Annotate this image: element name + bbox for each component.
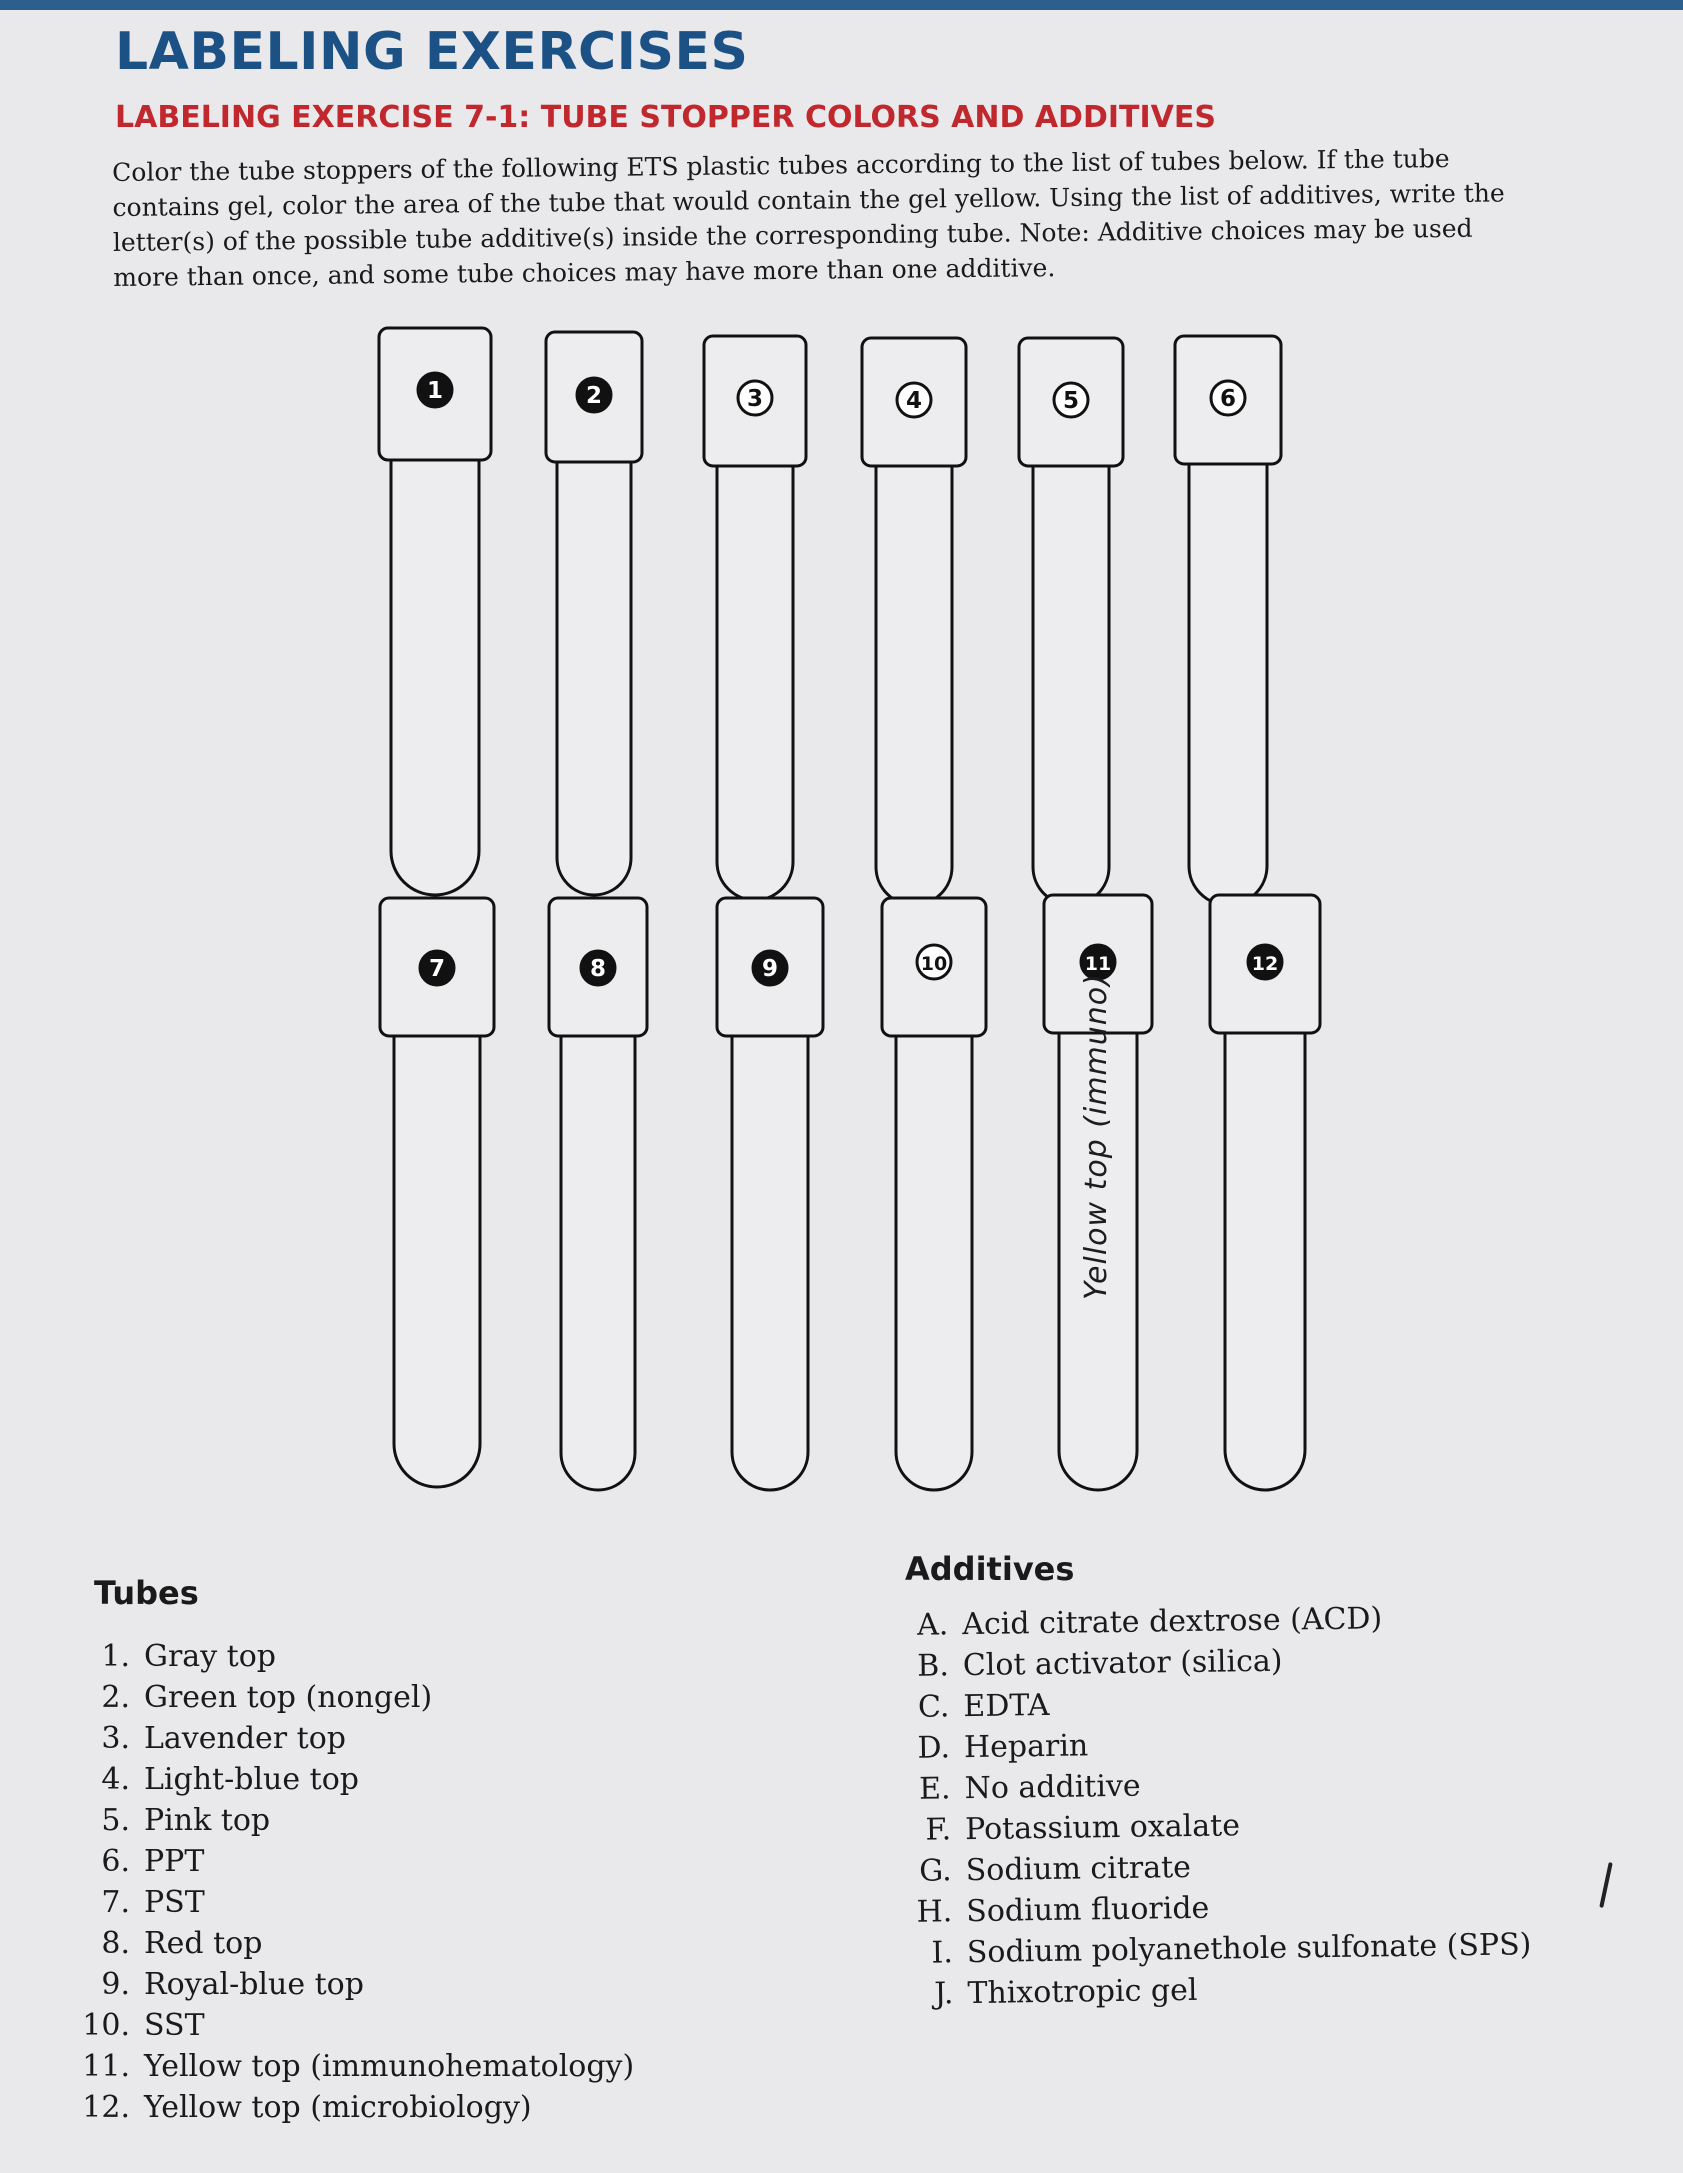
tube-item-label: Yellow top (immunohematology) — [144, 2049, 635, 2084]
tube-body — [732, 1030, 808, 1490]
tube-item — [82, 1800, 634, 1841]
tube-item — [82, 1964, 634, 2005]
additive-item-number: C. — [917, 1689, 950, 1725]
tube-12 — [1210, 895, 1320, 1490]
additive-item-number: A. — [916, 1607, 949, 1643]
tube-body — [561, 1030, 635, 1490]
tubes-list — [82, 1636, 634, 2128]
additive-item-number: H. — [916, 1894, 953, 1930]
additives-heading: Additives — [905, 1550, 1075, 1588]
tube-item-number: 12. — [82, 2090, 130, 2125]
tube-body — [1189, 458, 1267, 905]
tube-item — [82, 1677, 634, 1718]
tube-number-label: 9 — [761, 956, 779, 982]
tube-item-number: 8. — [101, 1926, 130, 1961]
tube-number-label: 4 — [905, 388, 923, 414]
tube-item-number: 2. — [101, 1680, 130, 1715]
tube-number-label: 1 — [426, 378, 444, 404]
tube-number-label: 6 — [1219, 386, 1237, 412]
tube-item — [82, 1636, 634, 1677]
tube-item-label: PST — [144, 1885, 205, 1920]
tube-item-label: SST — [144, 2008, 205, 2043]
additive-item-number: F. — [925, 1812, 952, 1848]
tube-7 — [380, 898, 494, 1487]
tube-number-label: 12 — [1251, 953, 1279, 975]
additive-item-number: B. — [917, 1648, 950, 1684]
additive-item-label: Thixotropic gel — [967, 1972, 1198, 2012]
page-title: LABELING EXERCISES — [115, 22, 749, 82]
tube-item-label: Pink top — [144, 1803, 271, 1838]
tube-number-label: 11 — [1084, 953, 1112, 975]
tube-item — [82, 1841, 634, 1882]
tube-body — [1033, 460, 1109, 905]
tube-item-number: 4. — [101, 1762, 130, 1797]
tube-body — [391, 454, 479, 895]
tube-item-number: 10. — [82, 2008, 130, 2043]
tube-item-label: Lavender top — [144, 1721, 346, 1756]
tube-item — [82, 2087, 634, 2128]
tube-item — [82, 2005, 634, 2046]
tube-2 — [546, 332, 642, 895]
tube-number-label: 7 — [428, 956, 446, 982]
additive-item-label: Clot activator (silica) — [962, 1643, 1283, 1684]
tube-item-number: 3. — [101, 1721, 130, 1756]
tube-body — [1225, 1027, 1305, 1490]
additive-item-label: EDTA — [963, 1687, 1050, 1725]
tube-body — [896, 1030, 972, 1490]
tube-number-label: 3 — [746, 386, 764, 412]
additive-item-number: G. — [919, 1853, 952, 1889]
tube-body — [876, 460, 952, 905]
additive-item-number: I. — [931, 1935, 954, 1971]
tube-item-number: 1. — [101, 1639, 130, 1674]
tube-3 — [704, 336, 806, 900]
tube-item-number: 11. — [82, 2049, 130, 2084]
tube-6 — [1175, 336, 1281, 905]
tube-number-label: 8 — [589, 956, 607, 982]
tube-item-label: Green top (nongel) — [144, 1680, 433, 1715]
additive-item-label: Sodium fluoride — [966, 1890, 1210, 1930]
tube-item — [82, 2046, 634, 2087]
additive-item-label: Potassium oxalate — [964, 1808, 1241, 1848]
exercise-title: LABELING EXERCISE 7-1: TUBE STOPPER COLORS AND ADDITIVES — [115, 100, 1216, 135]
tube-1 — [379, 328, 491, 895]
tube-8 — [549, 898, 647, 1490]
additive-item-label: Sodium polyanethole sulfonate (SPS) — [966, 1927, 1532, 1971]
additive-item-number: D. — [917, 1730, 951, 1766]
tube-item-label: Royal-blue top — [144, 1967, 364, 2002]
tube-item-label: PPT — [144, 1844, 205, 1879]
additive-item — [905, 1965, 1532, 2015]
tube-item — [82, 1718, 634, 1759]
tube-9 — [717, 898, 823, 1490]
additive-item-label: Sodium citrate — [965, 1849, 1192, 1889]
tube-item-number: 5. — [101, 1803, 130, 1838]
additive-item-number: E. — [918, 1771, 951, 1807]
tube-item — [82, 1923, 634, 1964]
tube-item-number: 6. — [101, 1844, 130, 1879]
tubes-heading: Tubes — [94, 1574, 199, 1612]
additive-item-label: No additive — [964, 1768, 1141, 1807]
tube-item — [82, 1882, 634, 1923]
tube-body — [394, 1030, 480, 1487]
tube-item-number: 9. — [101, 1967, 130, 2002]
tube-item-label: Red top — [144, 1926, 263, 1961]
tube-item-number: 7. — [101, 1885, 130, 1920]
tube-body — [717, 460, 793, 900]
tube-item-label: Gray top — [144, 1639, 276, 1674]
additives-list — [900, 1596, 1532, 2015]
tube-body — [557, 456, 631, 895]
additive-item-label: Heparin — [963, 1728, 1089, 1766]
instructions-paragraph: Color the tube stoppers of the following ETS plastic tubes according to the list of tubes below. If the tube contains gel, color the area of the tube that would contain the gel yellow. Using the list of additives, write the letter(s) of the possible tube additive(s) inside the corresponding tube. Note: Additive choices may be used more than once, and some tube choices may have more than one additive. — [112, 143, 1505, 292]
handwritten-note: Yellow top (immuno) — [1079, 973, 1114, 1300]
additive-item-number: J. — [933, 1976, 954, 2012]
tube-number-label: 5 — [1062, 388, 1080, 414]
tube-5 — [1019, 338, 1123, 905]
tube-number-label: 10 — [920, 953, 948, 975]
tube-item-label: Light-blue top — [144, 1762, 359, 1797]
pen-mark — [1599, 1862, 1612, 1908]
tube-10 — [882, 898, 986, 1490]
tube-item-label: Yellow top (microbiology) — [144, 2090, 532, 2125]
tube-item — [82, 1759, 634, 1800]
tube-number-label: 2 — [585, 383, 603, 409]
additive-item-label: Acid citrate dextrose (ACD) — [962, 1601, 1383, 1643]
tube-4 — [862, 338, 966, 905]
